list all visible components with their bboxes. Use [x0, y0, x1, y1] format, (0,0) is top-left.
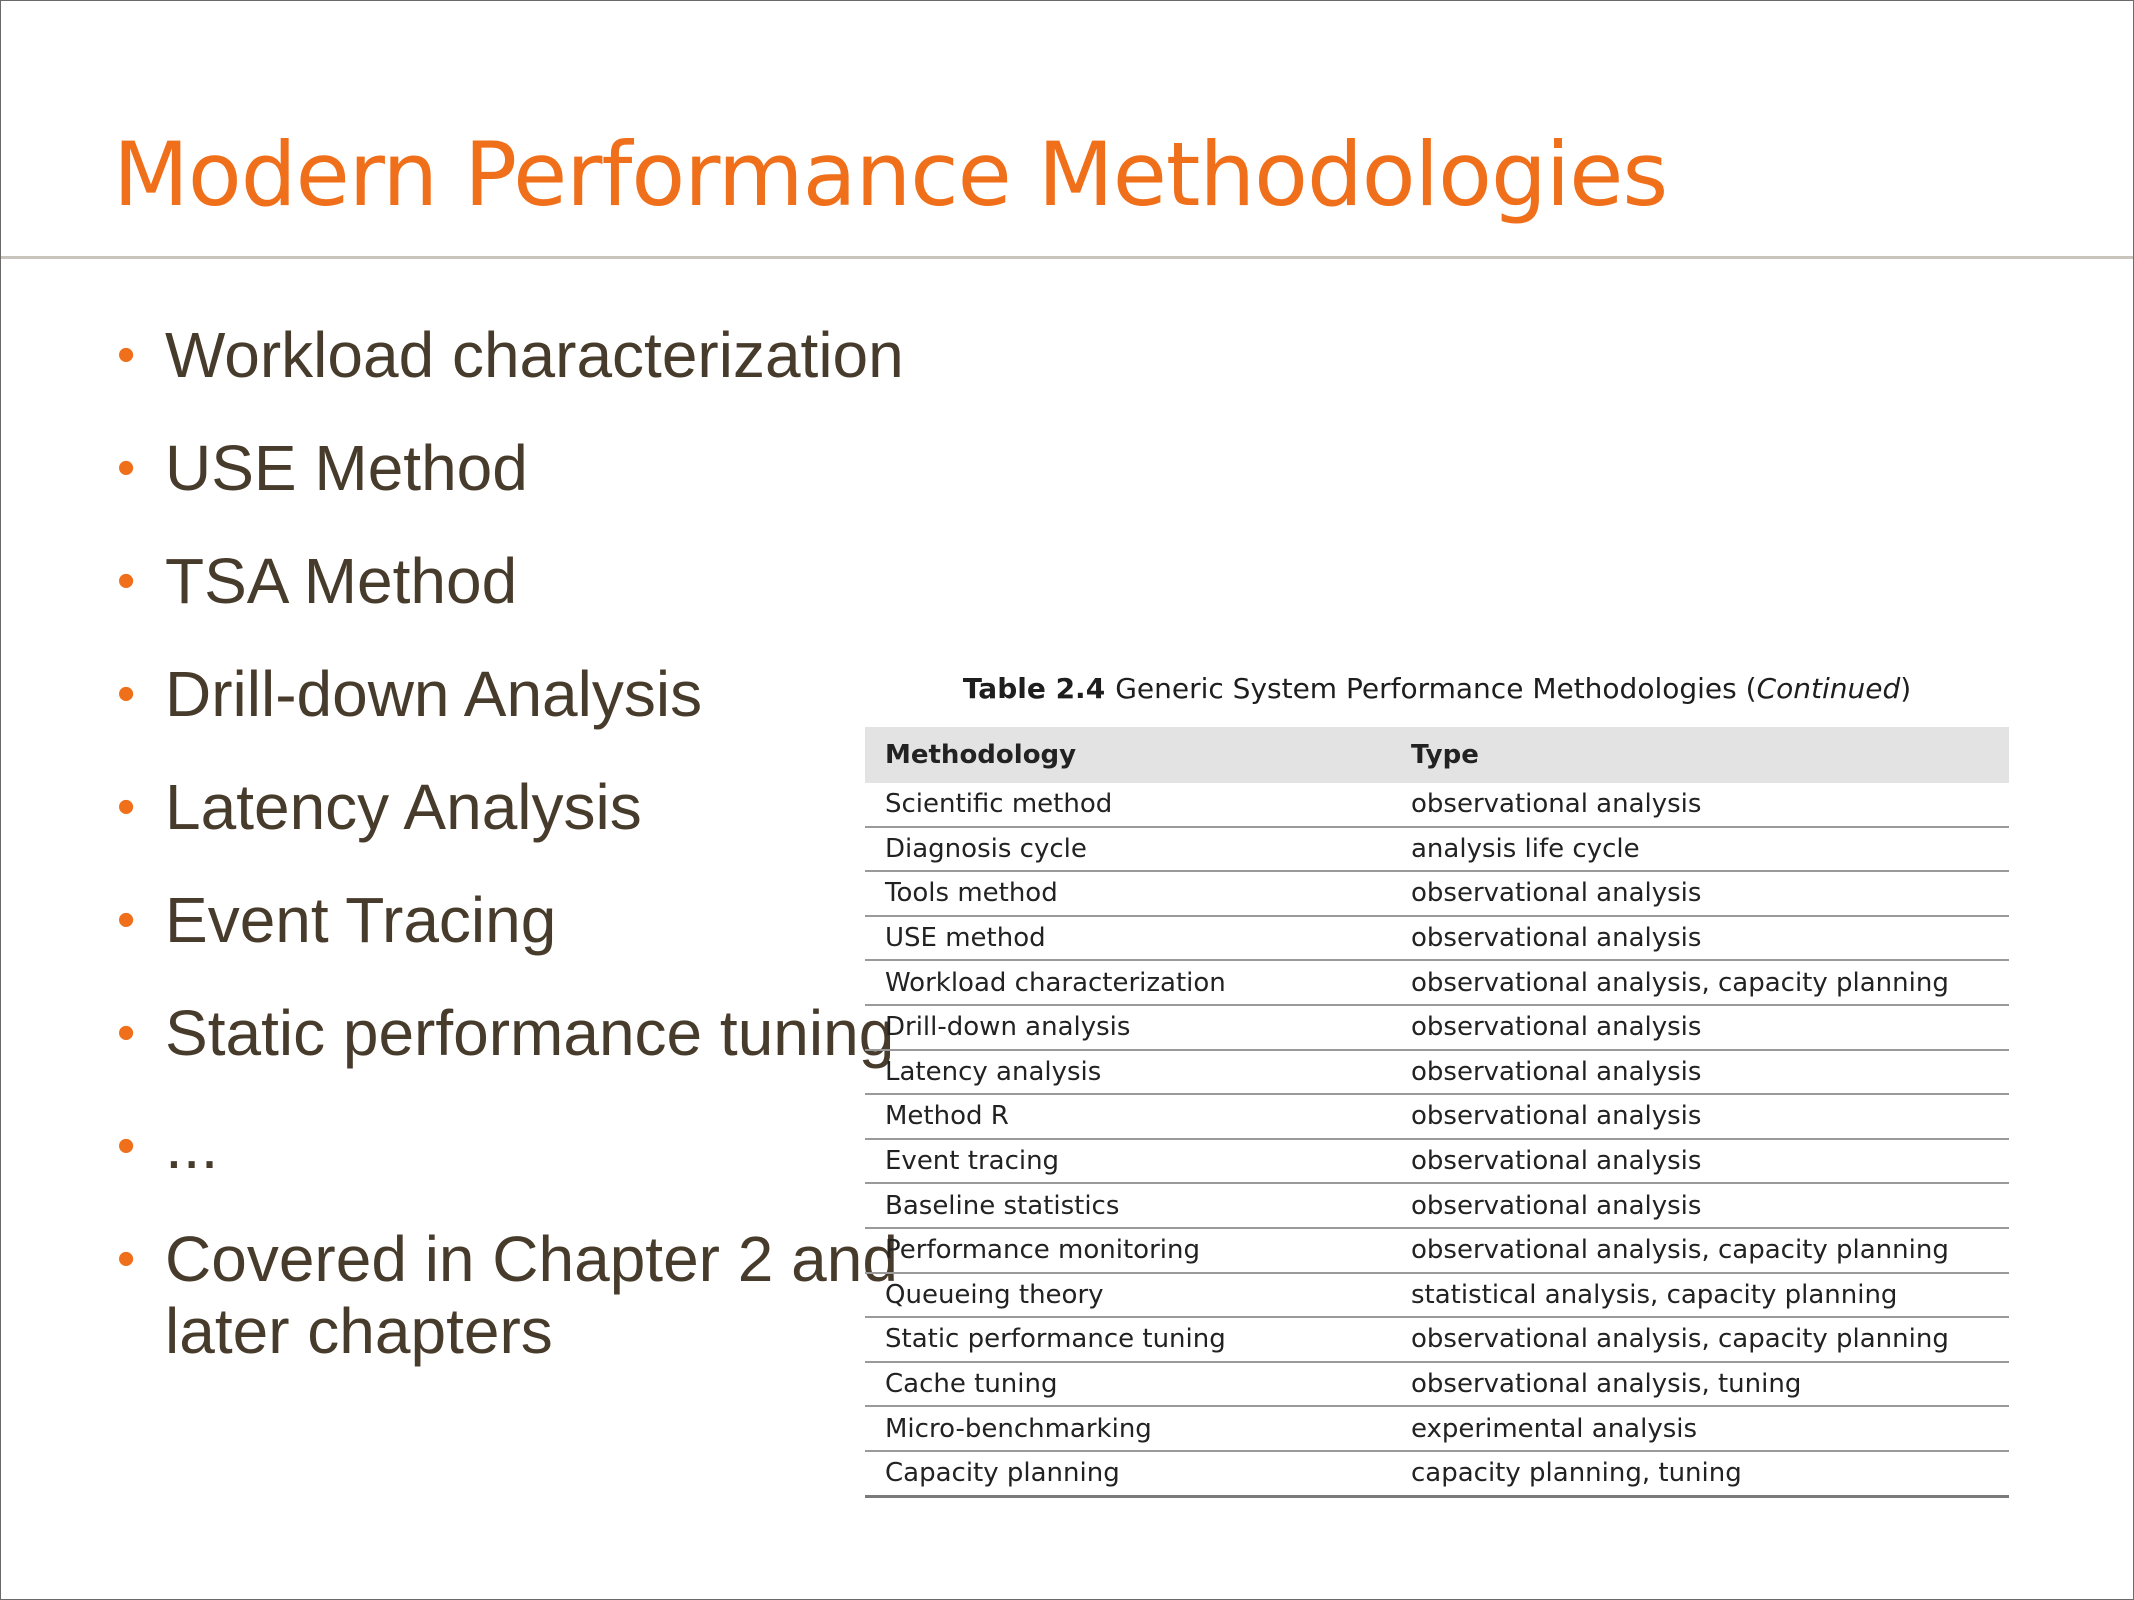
bullet-item — [113, 432, 925, 504]
cell-type: observational analysis — [1391, 1183, 2009, 1228]
table-header-row — [865, 727, 2009, 783]
cell-type: analysis life cycle — [1391, 827, 2009, 872]
bullet-dot-icon: • — [117, 1117, 136, 1175]
cell-methodology: USE method — [865, 916, 1391, 961]
table-caption — [865, 665, 2009, 713]
cell-type: observational analysis — [1391, 916, 2009, 961]
table-caption-number: Table 2.4 — [962, 672, 1106, 705]
table-row — [865, 960, 2009, 1005]
bullet-item — [113, 884, 925, 956]
bullet-dot-icon: • — [117, 665, 136, 723]
bullet-text: USE Method — [165, 432, 528, 504]
table-row — [865, 1362, 2009, 1407]
bullet-text: Covered in Chapter 2 and later chapters — [165, 1223, 898, 1367]
bullet-item — [113, 319, 925, 391]
table-caption-emphasis: Continued — [1756, 672, 1901, 705]
cell-methodology: Micro-benchmarking — [865, 1406, 1391, 1451]
bullet-item — [113, 771, 925, 843]
table-row — [865, 916, 2009, 961]
bullet-item — [113, 658, 925, 730]
cell-methodology: Workload characterization — [865, 960, 1391, 1005]
cell-type: capacity planning, tuning — [1391, 1451, 2009, 1496]
table-row — [865, 827, 2009, 872]
cell-methodology: Baseline statistics — [865, 1183, 1391, 1228]
cell-methodology: Queueing theory — [865, 1273, 1391, 1318]
bullet-dot-icon: • — [117, 439, 136, 497]
table-row — [865, 871, 2009, 916]
cell-methodology: Method R — [865, 1094, 1391, 1139]
cell-type: observational analysis, capacity planning — [1391, 960, 2009, 1005]
table-row — [865, 1139, 2009, 1184]
bullet-dot-icon: • — [117, 778, 136, 836]
bullet-text: Drill-down Analysis — [165, 658, 703, 730]
bullet-item — [113, 1223, 925, 1367]
cell-methodology: Capacity planning — [865, 1451, 1391, 1496]
cell-type: experimental analysis — [1391, 1406, 2009, 1451]
cell-methodology: Tools method — [865, 871, 1391, 916]
bullet-text: ... — [165, 1110, 219, 1182]
methodology-table — [865, 727, 2009, 1498]
cell-methodology: Performance monitoring — [865, 1228, 1391, 1273]
cell-type: observational analysis — [1391, 1005, 2009, 1050]
bullet-item — [113, 545, 925, 617]
bullet-text: Static performance tuning — [165, 997, 895, 1069]
table-caption-closing: ) — [1900, 672, 1912, 705]
cell-methodology: Static performance tuning — [865, 1317, 1391, 1362]
table-row — [865, 1050, 2009, 1095]
table-row — [865, 1406, 2009, 1451]
cell-type: statistical analysis, capacity planning — [1391, 1273, 2009, 1318]
cell-type: observational analysis — [1391, 1139, 2009, 1184]
table-row — [865, 1317, 2009, 1362]
table-row — [865, 783, 2009, 827]
table-row — [865, 1451, 2009, 1496]
table-row — [865, 1094, 2009, 1139]
bullet-dot-icon: • — [117, 1230, 136, 1288]
bullet-item — [113, 1110, 925, 1182]
cell-methodology: Scientific method — [865, 783, 1391, 827]
bullet-dot-icon: • — [117, 326, 136, 384]
header-methodology: Methodology — [865, 727, 1391, 783]
bullet-dot-icon: • — [117, 552, 136, 610]
slide-title: Modern Performance Methodologies — [113, 123, 1668, 226]
table-row — [865, 1183, 2009, 1228]
header-type: Type — [1391, 727, 2009, 783]
bullet-text: TSA Method — [165, 545, 518, 617]
methodology-table-figure — [865, 665, 2009, 1498]
table-row — [865, 1228, 2009, 1273]
cell-methodology: Cache tuning — [865, 1362, 1391, 1407]
bullet-dot-icon: • — [117, 891, 136, 949]
cell-type: observational analysis — [1391, 783, 2009, 827]
cell-methodology: Diagnosis cycle — [865, 827, 1391, 872]
cell-type: observational analysis, capacity planning — [1391, 1317, 2009, 1362]
table-caption-text: Generic System Performance Methodologies ( — [1115, 672, 1757, 705]
bullet-text: Event Tracing — [165, 884, 557, 956]
bullet-dot-icon: • — [117, 1004, 136, 1062]
table-row — [865, 1273, 2009, 1318]
cell-methodology: Event tracing — [865, 1139, 1391, 1184]
cell-methodology: Drill-down analysis — [865, 1005, 1391, 1050]
cell-methodology: Latency analysis — [865, 1050, 1391, 1095]
title-divider — [1, 256, 2134, 259]
bullet-text: Latency Analysis — [165, 771, 642, 843]
bullet-item — [113, 997, 925, 1069]
cell-type: observational analysis — [1391, 1094, 2009, 1139]
cell-type: observational analysis — [1391, 871, 2009, 916]
bullet-text: Workload characterization — [165, 319, 904, 391]
cell-type: observational analysis — [1391, 1050, 2009, 1095]
cell-type: observational analysis, capacity planning — [1391, 1228, 2009, 1273]
table-row — [865, 1005, 2009, 1050]
cell-type: observational analysis, tuning — [1391, 1362, 2009, 1407]
bullet-list — [113, 319, 925, 1408]
